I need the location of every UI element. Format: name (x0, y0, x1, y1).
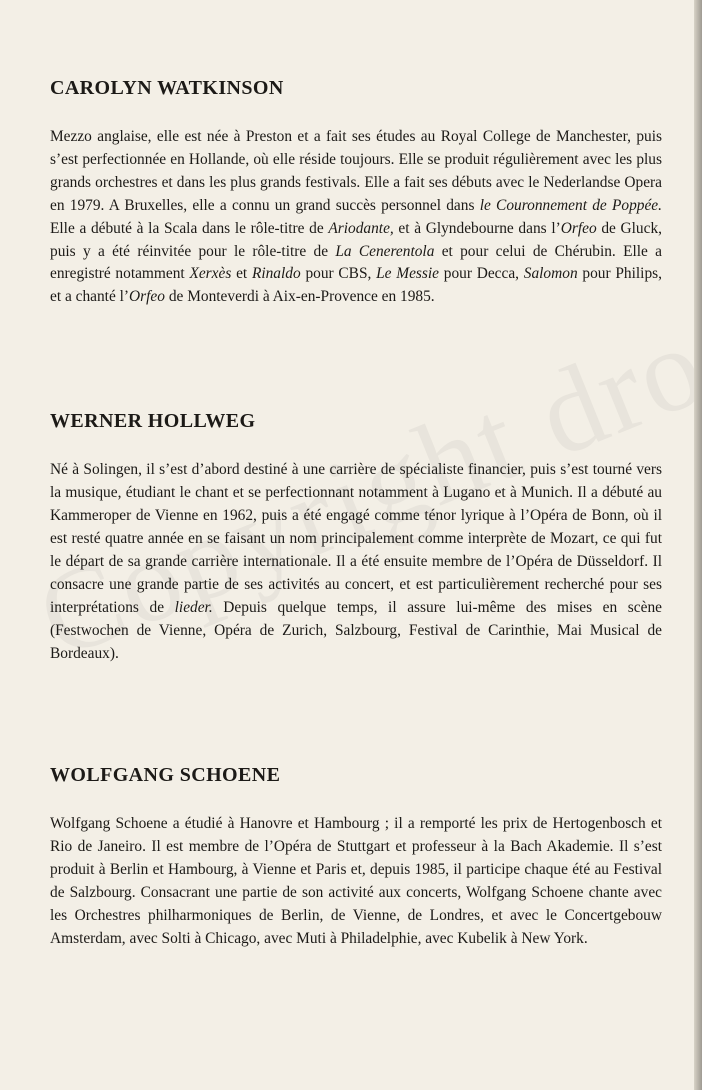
text-run: Wolfgang Schoene a étudié à Hanovre et Hambourg ; il a remporté les prix de Hertogenbosch et Rio de Janeiro. Il est membre de l’Opéra de Stuttgart et professeur à la Bach Akademie. Il s’est produit à Berlin et Hambourg, à Vienne et Paris et, depuis 1985, il participe chaque été au Festival de Salzbourg. Consacrant une partie de son activité aux concerts, Wolfgang Schoene chante avec les Orchestres philharmoniques de Berlin, de Vienne, de Londres, et avec le Concertgebouw Amsterdam, avec Solti à Chicago, avec Muti à Philadelphie, avec Kubelik à New York. (50, 815, 662, 947)
italic-title: Orfeo (129, 288, 165, 306)
italic-title: Salomon (523, 265, 578, 283)
text-run: de Gluck, puis y a été réinvitée pour le rôle-titre de (50, 219, 662, 260)
section-heading: WERNER HOLLWEG (50, 410, 256, 433)
italic-title: lieder. (174, 598, 213, 616)
italic-title: Xerxès (189, 265, 232, 283)
italic-title: le Couronnement de Poppée. (479, 196, 662, 214)
text-run: Mezzo anglaise, elle est née à Preston et a fait ses études au Royal College de Manchester, puis s’est perfectionnée en Hollande, où elle réside toujours. Elle se produit régulièrement avec les plus grands orchestres et dans les plus grands festivals. Elle a fait ses débuts avec le Nederlandse Opera en 1979. A Bruxelles, elle a connu un grand succès personnel dans (50, 128, 662, 214)
section-heading: WOLFGANG SCHOENE (50, 764, 281, 787)
text-run: et (231, 265, 252, 283)
biography-carolyn-watkinson (50, 76, 662, 309)
italic-title: Rinaldo (251, 265, 301, 283)
page-edge-shadow (694, 0, 702, 1090)
text-run: Elle a débuté à la Scala dans le rôle-titre de (50, 219, 329, 237)
biography-text (50, 459, 662, 665)
biography-wolfgang-schoene (50, 763, 662, 950)
text-run: et pour celui de Chérubin. Elle a enregistré notamment (50, 242, 662, 283)
text-run: de Monteverdi à Aix-en-Provence en 1985. (164, 288, 435, 306)
text-run: pour Decca, (439, 265, 524, 283)
text-run: pour Philips, et a chanté l’ (50, 265, 662, 306)
italic-title: La Cenerentola (335, 242, 435, 260)
italic-title: Ariodante, (328, 219, 394, 237)
section-heading: CAROLYN WATKINSON (50, 77, 284, 99)
text-run: Né à Solingen, il s’est d’abord destiné à une carrière de spécialiste financier, puis s’est tourné vers la musique, étudiant le chant et se perfectionnant notamment à Lugano et à Munich. Il a débuté au Kammeroper de Vienne en 1962, puis a été engagé comme ténor lyrique à l’Opéra de Bonn, où il est resté quatre année en se faisant un nom principalement comme interprète de Mozart, ce qui fut le départ de sa grande carrière internationale. Il a été ensuite membre de l’Opéra de Düsseldorf. Il consacre une grande partie de ses activités au concert, et est particulièrement recherché pour ses interprétations de (50, 461, 662, 616)
text-run: Depuis quelque temps, il assure lui-même des mises en scène (Festwochen de Vienne, Opéra de Zurich, Salzbourg, Festival de Carinthie, Mai Musical de Bordeaux). (50, 598, 662, 662)
biography-text (50, 813, 662, 950)
text-run: pour CBS, (300, 265, 377, 283)
biography-werner-hollweg (50, 409, 662, 665)
biography-text (50, 126, 662, 309)
text-run: et à Glyndebourne dans l’ (393, 219, 561, 237)
italic-title: Le Messie (376, 265, 439, 283)
italic-title: Orfeo (560, 219, 597, 237)
